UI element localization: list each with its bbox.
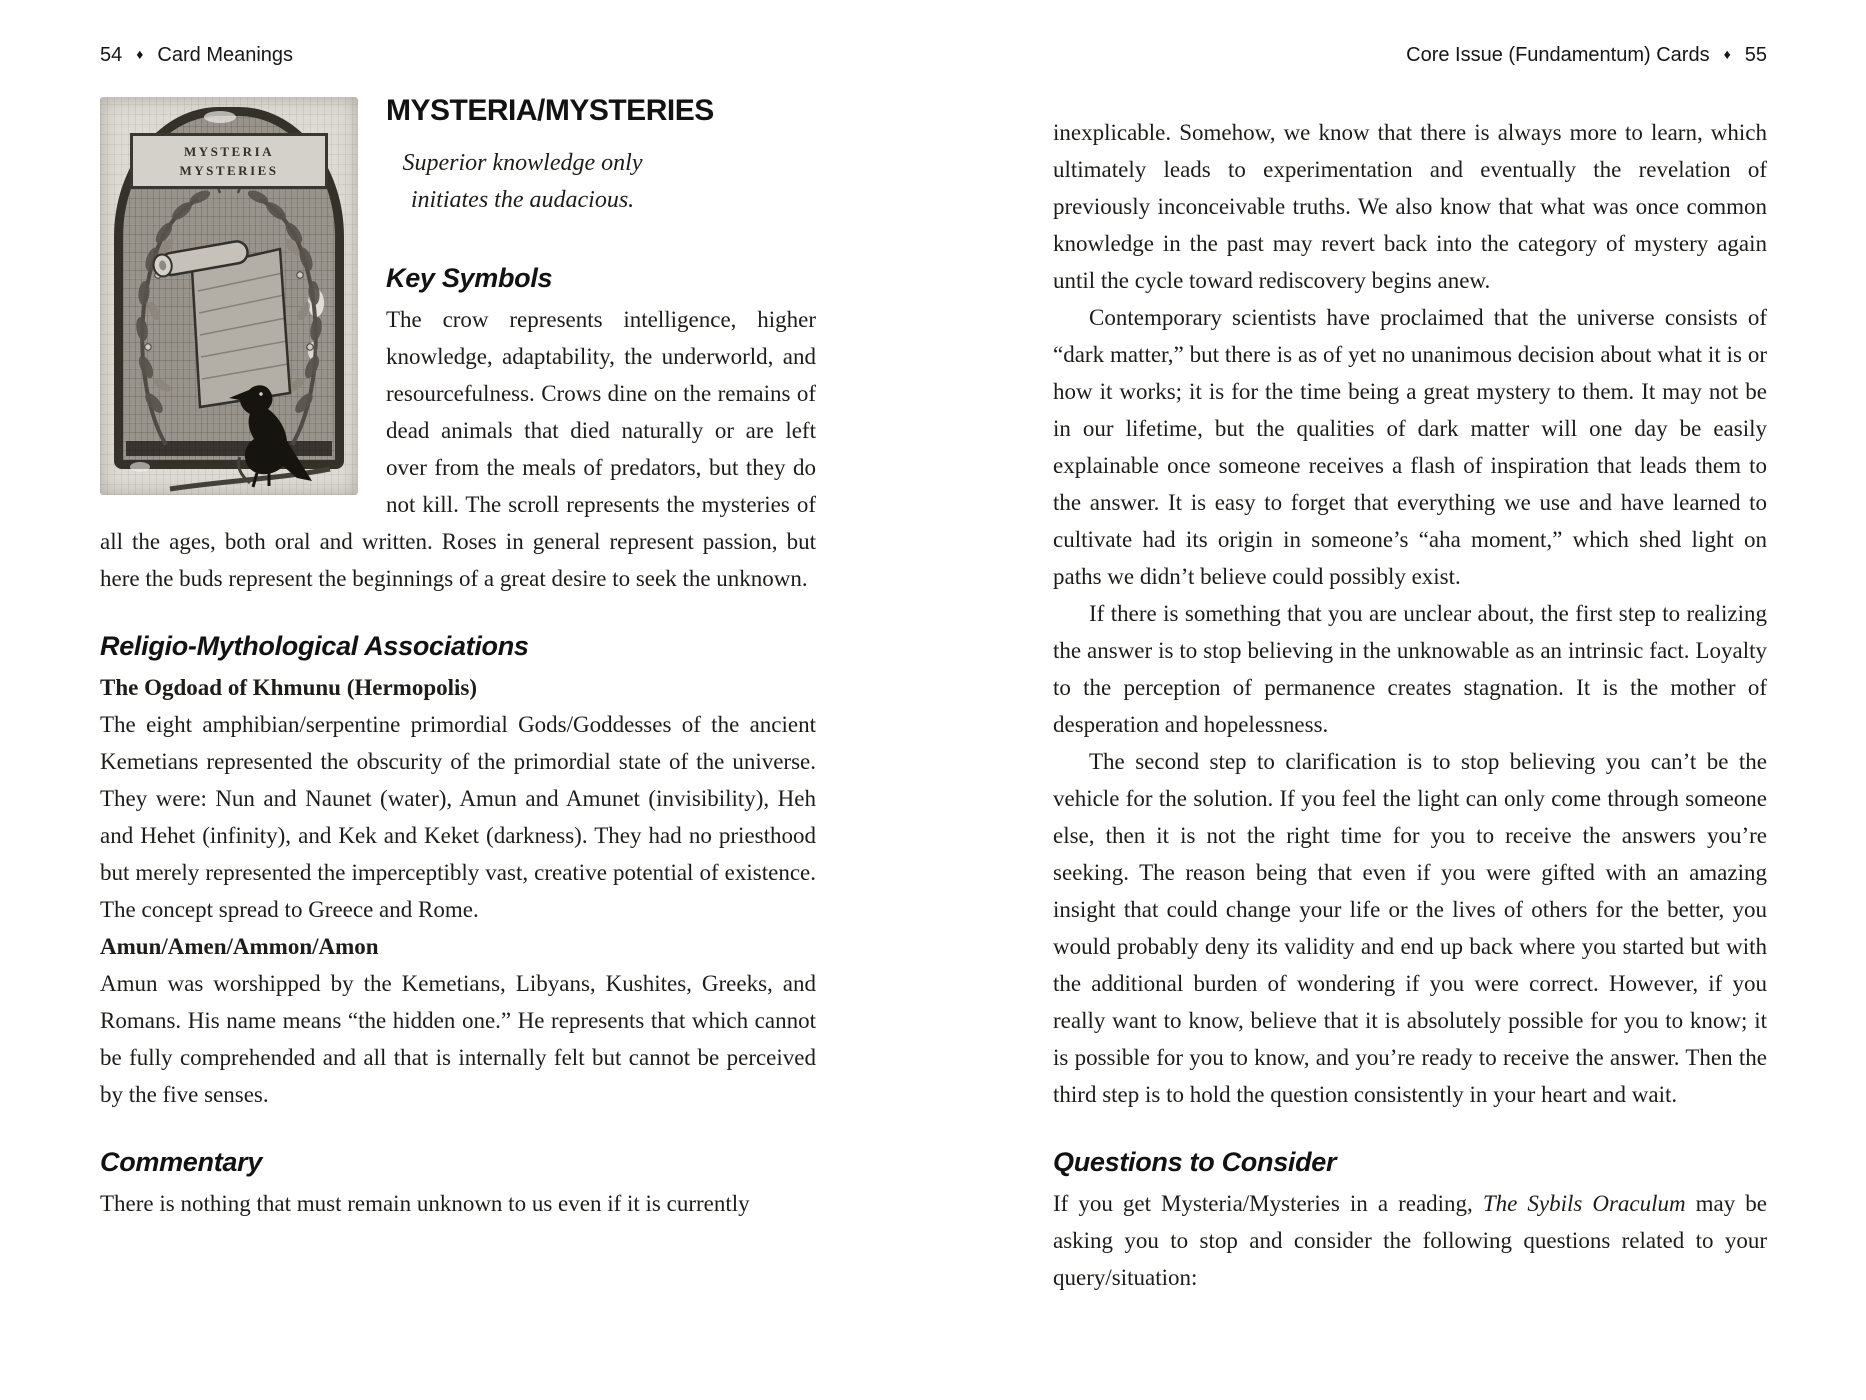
- card-title: MYSTERIA/MYSTERIES: [386, 94, 714, 127]
- card-illustration: [100, 97, 358, 495]
- questions-intro-paragraph: [1053, 1185, 1767, 1296]
- card-banner-line2: MYSTERIES: [179, 163, 279, 178]
- running-header-left: [100, 44, 816, 70]
- commentary-continued-paragraph: inexplicable. Somehow, we know that there is always more to learn, which ultimately leads to experimentation and eventually the revelation of previously inconceivable truths. We also know that what was once common knowledge in the past may revert back into the category of mystery again until the cycle toward rediscovery begins anew.: [1053, 120, 1767, 293]
- scroll: [152, 240, 290, 407]
- diamond-separator-icon: ♦: [1723, 46, 1731, 62]
- questions-intro-after: may be asking you to stop and consider the following questions related to your query/situation:: [1053, 1191, 1767, 1290]
- subheading-amun: Amun/Amen/Ammon/Amon: [100, 934, 379, 959]
- card-banner-line1: MYSTERIA: [183, 144, 275, 159]
- page-left: [100, 44, 816, 1374]
- card-epigraph: Superior knowledge only initiates the audacious.: [402, 150, 643, 213]
- running-header-right: [1053, 44, 1767, 70]
- card-banner: [130, 133, 328, 189]
- page-right: [1053, 44, 1767, 1374]
- ground-band: [126, 441, 332, 456]
- body-paragraph: The second step to clarification is to stop believing you can’t be the vehicle for the solution. If you feel the light can only come through someone else, then it is not the right time for you to receive the answers you’re seeking. The reason being that even if you were gifted with an amazing insight that could change your life or the lives of others for the better, you would probably deny its validity and end up back where you started but with the additional burden of wondering if you were correct. However, if you really want to know, believe that it is absolutely possible for you to know; it is possible for you to know, and you’re ready to receive the answer. Then the third step is to hold the question consistently in your heart and wait.: [1053, 749, 1767, 1107]
- page-number: 54: [100, 44, 123, 66]
- section-heading-commentary: Commentary: [100, 1147, 263, 1177]
- body-paragraph: Contemporary scientists have proclaimed that the universe consists of “dark matter,” but there is as of yet no unanimous decision about what it is or how it works; it is for the time being a great mystery to them. It may not be in our lifetime, but the qualities of dark matter will one day be easily explainable once someone receives a flash of inspiration that leads them to the answer. It is easy to forget that everything we use and have learned to cultivate had its origin in someone’s “aha moment,” which shed light on paths we didn’t believe could possibly exist.: [1053, 305, 1767, 589]
- book-title-italic: The Sybils Oraculum: [1482, 1191, 1686, 1216]
- crow-eye: [259, 392, 262, 395]
- subheading-ogdoad: The Ogdoad of Khmunu (Hermopolis): [100, 675, 477, 700]
- section-heading-questions-to-consider: Questions to Consider: [1053, 1147, 1337, 1177]
- page-number: 55: [1744, 44, 1767, 66]
- commentary-paragraph: There is nothing that must remain unknown to us even if it is currently: [100, 1191, 750, 1216]
- key-symbols-paragraph: The crow represents intelligence, higher knowledge, adaptability, the underworld, and resourcefulness. Crows dine on the remains of dead animals that died naturally or are left over from the meals of predators, but they do not kill. The scroll represents the mysteries of all the ages, both oral and written. Roses in general represent passion, but here the buds represent the beginnings of a great desire to seek the unknown.: [100, 307, 816, 591]
- left-article: [100, 93, 816, 1222]
- amun-paragraph: Amun was worshipped by the Kemetians, Libyans, Kushites, Greeks, and Romans. His name means “the hidden one.” He represents that which cannot be fully comprehended and all that is internally felt but cannot be perceived by the five senses.: [100, 971, 816, 1107]
- running-title: Core Issue (Fundamentum) Cards: [1406, 44, 1710, 66]
- right-article: [1053, 114, 1767, 1296]
- questions-intro-before: If you get Mysteria/Mysteries in a reading,: [1053, 1191, 1483, 1216]
- section-heading-key-symbols: Key Symbols: [386, 263, 553, 293]
- body-paragraph: If there is something that you are unclear about, the first step to realizing the answer is to stop believing in the unknowable as an intrinsic fact. Loyalty to the perception of permanence creates stagnation. It is the mother of desperation and hopelessness.: [1053, 601, 1767, 737]
- ogdoad-paragraph: The eight amphibian/serpentine primordial Gods/Goddesses of the ancient Kemetians represented the obscurity of the primordial state of the universe. They were: Nun and Naunet (water), Amun and Amunet (invisibility), Heh and Hehet (infinity), and Kek and Keket (darkness). They had no priesthood but merely represented the imperceptibly vast, creative potential of existence. The concept spread to Greece and Rome.: [100, 712, 816, 922]
- diamond-separator-icon: ♦: [136, 46, 144, 62]
- section-heading-religio-mythological: Religio-Mythological Associations: [100, 631, 529, 661]
- running-title: Card Meanings: [157, 44, 294, 66]
